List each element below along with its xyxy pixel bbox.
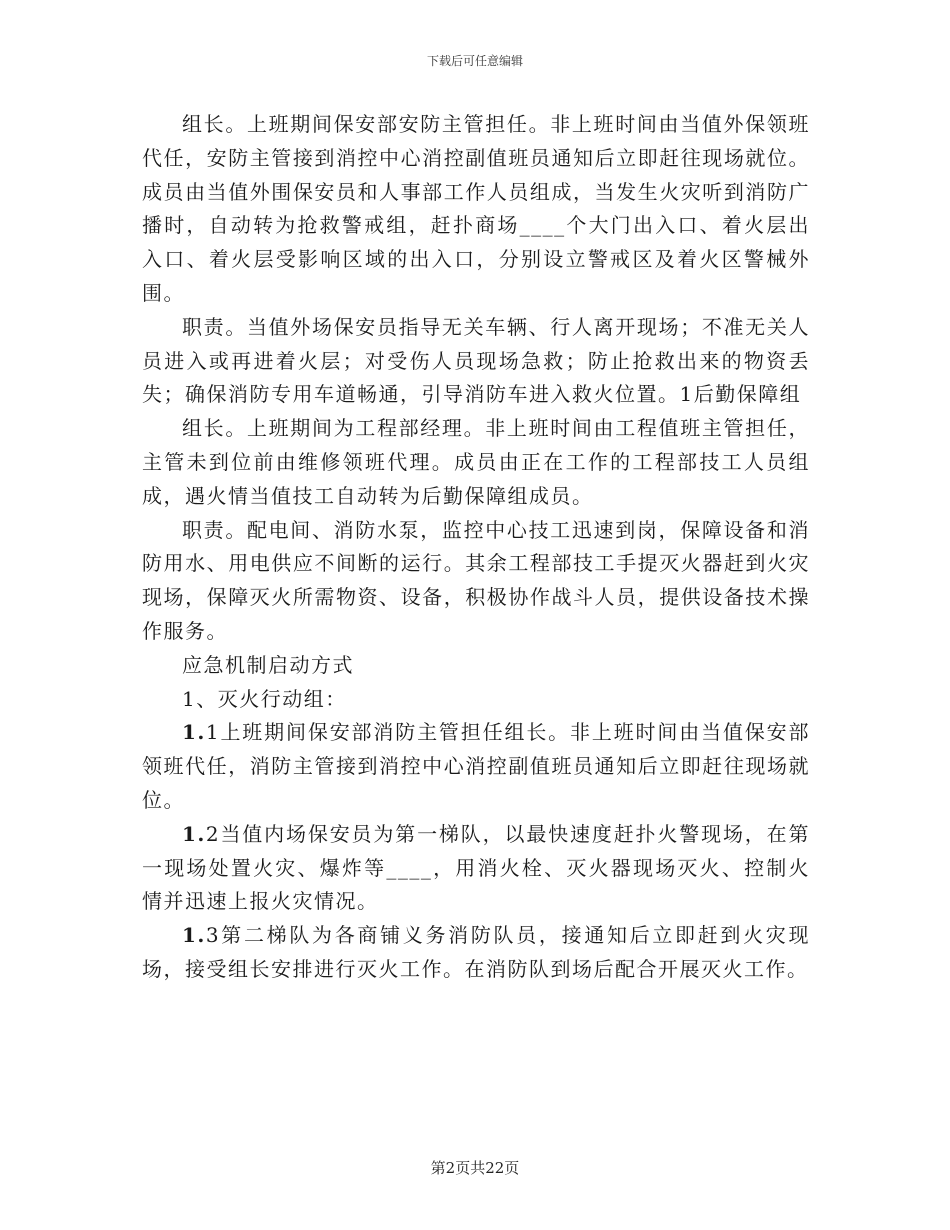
paragraph-number: 1. <box>182 720 206 745</box>
page-footer: 第2页共22页 <box>430 1159 520 1177</box>
paragraph <box>142 514 810 649</box>
paragraph-text: 1上班期间保安部消防主管担任组长。非上班时间由当值保安部领班代任，消防主管接到消控中心消控副值班员通知后立即赶往现场就位。 <box>142 720 810 812</box>
paragraph-text: 组长。上班期间为工程部经理。非上班时间由工程值班主管担任，主管未到位前由维修领班代理。成员由正在工作的工程部技工人员组成，遇火情当值技工自动转为后勤保障组成员。 <box>142 416 810 508</box>
numbered-paragraph <box>142 919 810 987</box>
paragraph <box>142 108 810 311</box>
paragraph <box>142 412 810 513</box>
paragraph-number: 1. <box>182 923 206 948</box>
numbered-paragraph <box>142 818 810 919</box>
paragraph-text: 组长。上班期间保安部安防主管担任。非上班时间由当值外保领班代任，安防主管接到消控中心消控副值班员通知后立即赶往现场就位。成员由当值外围保安员和人事部工作人员组成，当发生火灾听到消防广播时，自动转为抢救警戒组，赶扑商场____个大门出入口、着火层出入口、着火层受影响区域的出入口，分别设立警戒区及着火区警械外围。 <box>142 112 810 305</box>
paragraph-text: 1、灭火行动组： <box>182 686 347 711</box>
subsection-heading <box>142 683 810 717</box>
section-heading <box>142 649 810 683</box>
paragraph-text: 3第二梯队为各商铺义务消防队员，接通知后立即赶到火灾现场，接受组长安排进行灭火工作。在消防队到场后配合开展灭火工作。 <box>142 923 810 981</box>
document-body <box>142 108 810 987</box>
numbered-paragraph <box>142 716 810 817</box>
paragraph-text: 职责。配电间、消防水泵，监控中心技工迅速到岗，保障设备和消防用水、用电供应不间断的运行。其余工程部技工手提灭火器赶到火灾现场，保障灭火所需物资、设备，积极协作战斗人员，提供设备技术操作服务。 <box>142 517 810 643</box>
paragraph-number: 1. <box>182 821 206 846</box>
paragraph-text: 职责。当值外场保安员指导无关车辆、行人离开现场；不准无关人员进入或再进着火层；对受伤人员现场急救；防止抢救出来的物资丢失；确保消防专用车道畅通，引导消防车进入救火位置。1后勤保障组 <box>142 314 810 407</box>
page-header: 下载后可任意编辑 <box>426 54 523 68</box>
paragraph <box>142 311 810 412</box>
paragraph-text: 应急机制启动方式 <box>182 652 354 677</box>
paragraph-text: 2当值内场保安员为第一梯队，以最快速度赶扑火警现场，在第一现场处置火灾、爆炸等____，用消火栓、灭火器现场灭火、控制火情并迅速上报火灾情况。 <box>142 821 810 914</box>
